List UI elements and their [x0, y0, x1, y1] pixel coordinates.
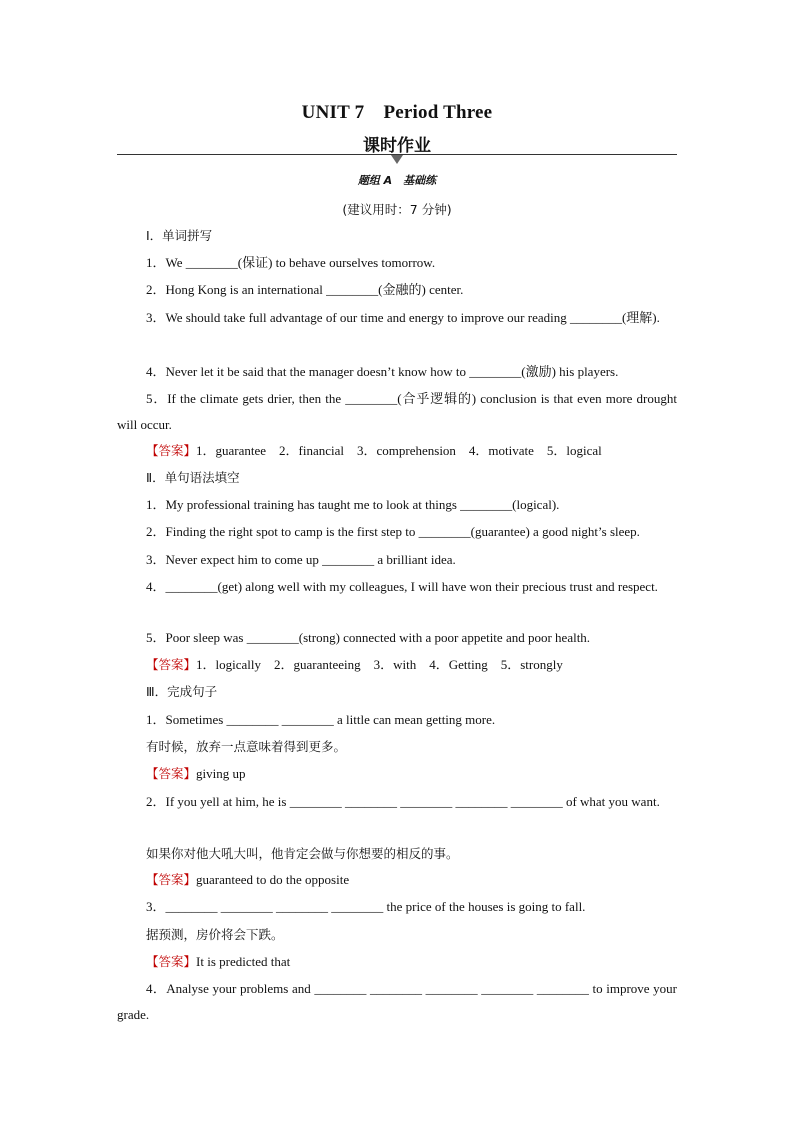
- answer-text: 1．guarantee 2．financial 3．comprehension 4．motivate 5．logical: [196, 443, 602, 458]
- translation: 如果你对他大吼大叫，他肯定会做与你想要的相反的事。: [146, 846, 459, 861]
- answer-tag: 【答案】: [146, 766, 197, 781]
- section-title: Ⅲ．完成句子: [146, 684, 218, 699]
- translation: 据预测，房价将会下跌。: [146, 927, 284, 942]
- question: 1．My professional training has taught me to look at things ________(logical).: [146, 497, 560, 512]
- answer-tag: 【答案】: [146, 443, 197, 458]
- answer-tag: 【答案】: [146, 954, 197, 969]
- page-subtitle: 课时作业: [363, 136, 431, 156]
- answer-tag: 【答案】: [146, 872, 197, 887]
- question: 4．________(get) along well with my colleagues, I will have won their precious trust and respect.: [146, 579, 658, 594]
- translation: 有时候，放弃一点意味着得到更多。: [146, 739, 347, 754]
- question: 2．Hong Kong is an international ________(金融的) center.: [146, 282, 464, 297]
- question: 1．Sometimes ________ ________ a little can mean getting more.: [146, 712, 496, 727]
- question: 5．If the climate gets drier, then the ________(合乎逻辑的) conclusion is that even more drought will occur.: [117, 391, 677, 432]
- question: 2．Finding the right spot to camp is the first step to ________(guarantee) a good night’s sleep.: [146, 524, 640, 539]
- answer-text: It is predicted that: [196, 954, 291, 969]
- group-label: 题组 A 基础练: [357, 174, 437, 187]
- section-title: Ⅰ．单词拼写: [146, 228, 213, 243]
- question: 4．Analyse your problems and ________ ________ ________ ________ ________ to improve your grade.: [117, 981, 677, 1022]
- answer-line: [117, 652, 677, 678]
- question: 2．If you yell at him, he is ________ ________ ________ ________ ________ of what you want.: [146, 794, 660, 809]
- answer-line: [117, 949, 677, 975]
- triangle-marker-icon: [391, 155, 403, 164]
- question: 5．Poor sleep was ________(strong) connected with a poor appetite and poor health.: [146, 630, 591, 645]
- page-title: UNIT 7 Period Three: [301, 102, 493, 123]
- question: 3．Never expect him to come up ________ a brilliant idea.: [146, 552, 456, 567]
- question: 3．We should take full advantage of our time and energy to improve our reading ________(理解).: [146, 310, 660, 325]
- question: 1．We ________(保证) to behave ourselves tomorrow.: [146, 255, 436, 270]
- answer-text: guaranteed to do the opposite: [196, 872, 350, 887]
- answer-text: 1．logically 2．guaranteeing 3．with 4．Getting 5．strongly: [196, 657, 563, 672]
- answer-tag: 【答案】: [146, 657, 197, 672]
- question: 4．Never let it be said that the manager doesn’t know how to ________(激励) his players.: [146, 364, 619, 379]
- suggested-time: (建议用时：7 分钟): [342, 202, 452, 217]
- answer-line: [117, 438, 677, 464]
- answer-text: giving up: [196, 766, 246, 781]
- answer-line: [117, 761, 677, 787]
- answer-line: [117, 867, 677, 893]
- section-title: Ⅱ．单句语法填空: [146, 470, 240, 485]
- question: 3．________ ________ ________ ________ the price of the houses is going to fall.: [146, 899, 586, 914]
